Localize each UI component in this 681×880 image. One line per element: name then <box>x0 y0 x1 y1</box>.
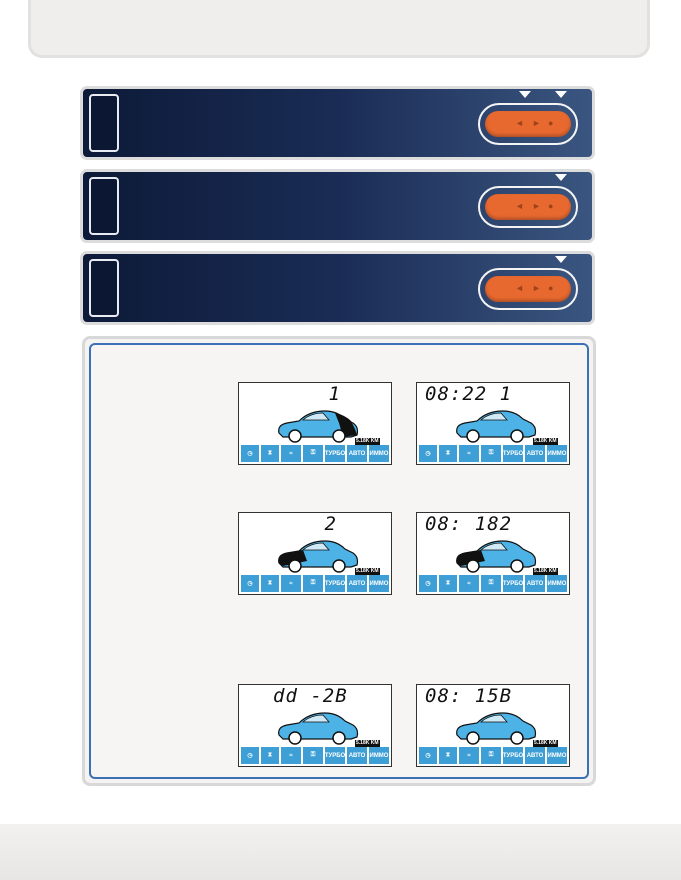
left-arrow-icon: ◄ <box>515 118 524 128</box>
clock-icon: ◷ <box>419 747 437 764</box>
press-marker-icon <box>555 91 567 98</box>
footer-band <box>0 824 681 880</box>
hourglass-icon: ⧗ <box>261 445 279 462</box>
immo-label: ИММО <box>369 575 389 592</box>
odometer-label: 5.18K KM <box>356 438 379 444</box>
auto-label: АВТО <box>525 445 545 462</box>
hourglass-icon: ⧗ <box>439 747 457 764</box>
odometer-label: 5.18K KM <box>534 438 557 444</box>
odometer-label: 5.18K KM <box>534 740 557 746</box>
step-badge <box>89 177 119 235</box>
odometer-label: 5.18K KM <box>356 740 379 746</box>
clock-icon: ◷ <box>241 445 259 462</box>
remote-button-group <box>478 103 578 145</box>
odometer-label: 5.18K KM <box>534 568 557 574</box>
remote-button-group <box>478 186 578 228</box>
immo-label: ИММО <box>547 747 567 764</box>
lcd-readout: 08: 15B <box>425 685 513 707</box>
lcd-readout: 08: 182 <box>425 513 513 535</box>
wrench-icon: ⚿ <box>303 747 323 764</box>
wrench-icon: ⚿ <box>481 445 501 462</box>
icon-bar <box>241 575 389 592</box>
clock-icon: ◷ <box>241 575 259 592</box>
wrench-icon: ⚿ <box>481 747 501 764</box>
wrench-icon: ⚿ <box>481 575 501 592</box>
car-icon <box>451 705 537 749</box>
press-marker-icon <box>555 174 567 181</box>
engine-icon: ≈ <box>459 747 479 764</box>
auto-label: АВТО <box>347 445 367 462</box>
dot-button-icon: ● <box>548 201 554 211</box>
lcd-display-1 <box>238 382 392 465</box>
immo-label: ИММО <box>547 445 567 462</box>
dot-button-icon: ● <box>548 283 554 293</box>
icon-bar <box>419 747 567 764</box>
step-row-3 <box>80 251 595 325</box>
turbo-label: ТУРБО <box>503 445 523 462</box>
remote-button-group <box>478 268 578 310</box>
clock-icon: ◷ <box>241 747 259 764</box>
step-badge <box>89 259 119 317</box>
wrench-icon: ⚿ <box>303 575 323 592</box>
remote-pill[interactable] <box>485 111 571 137</box>
auto-label: АВТО <box>347 747 367 764</box>
hourglass-icon: ⧗ <box>261 747 279 764</box>
lcd-display-4 <box>416 512 570 595</box>
clock-icon: ◷ <box>419 575 437 592</box>
right-arrow-icon: ► <box>532 201 541 211</box>
turbo-label: ТУРБО <box>503 575 523 592</box>
car-front-highlight-icon <box>273 533 359 577</box>
lcd-readout: 08:22 1 <box>425 383 513 405</box>
left-arrow-icon: ◄ <box>515 283 524 293</box>
hourglass-icon: ⧗ <box>439 445 457 462</box>
hourglass-icon: ⧗ <box>439 575 457 592</box>
step-row-1 <box>80 86 595 160</box>
remote-pill[interactable] <box>485 276 571 302</box>
left-arrow-icon: ◄ <box>515 201 524 211</box>
lcd-display-3 <box>238 512 392 595</box>
engine-icon: ≈ <box>459 575 479 592</box>
turbo-label: ТУРБО <box>503 747 523 764</box>
clock-icon: ◷ <box>419 445 437 462</box>
lcd-display-2 <box>416 382 570 465</box>
lcd-readout: dd -2B <box>273 685 348 707</box>
lcd-display-5 <box>238 684 392 767</box>
turbo-label: ТУРБО <box>325 747 345 764</box>
car-icon <box>451 403 537 447</box>
right-arrow-icon: ► <box>532 283 541 293</box>
immo-label: ИММО <box>547 575 567 592</box>
turbo-label: ТУРБО <box>325 445 345 462</box>
hourglass-icon: ⧗ <box>261 575 279 592</box>
wrench-icon: ⚿ <box>303 445 323 462</box>
right-arrow-icon: ► <box>532 118 541 128</box>
dot-button-icon: ● <box>548 118 554 128</box>
lcd-readout: 2 <box>324 513 337 535</box>
odometer-label: 5.18K KM <box>356 568 379 574</box>
auto-label: АВТО <box>347 575 367 592</box>
car-rear-highlight-icon <box>273 403 359 447</box>
auto-label: АВТО <box>525 747 545 764</box>
press-marker-icon <box>519 91 531 98</box>
engine-icon: ≈ <box>459 445 479 462</box>
engine-icon: ≈ <box>281 747 301 764</box>
icon-bar <box>241 747 389 764</box>
icon-bar <box>419 575 567 592</box>
top-banner <box>28 0 650 58</box>
turbo-label: ТУРБО <box>325 575 345 592</box>
immo-label: ИММО <box>369 747 389 764</box>
lcd-readout: 1 <box>328 383 341 405</box>
lcd-display-6 <box>416 684 570 767</box>
step-badge <box>89 94 119 152</box>
car-icon <box>273 705 359 749</box>
immo-label: ИММО <box>369 445 389 462</box>
press-marker-icon <box>555 256 567 263</box>
car-front-highlight-icon <box>451 533 537 577</box>
auto-label: АВТО <box>525 575 545 592</box>
engine-icon: ≈ <box>281 445 301 462</box>
icon-bar <box>419 445 567 462</box>
remote-pill[interactable] <box>485 194 571 220</box>
engine-icon: ≈ <box>281 575 301 592</box>
icon-bar <box>241 445 389 462</box>
step-row-2 <box>80 169 595 243</box>
